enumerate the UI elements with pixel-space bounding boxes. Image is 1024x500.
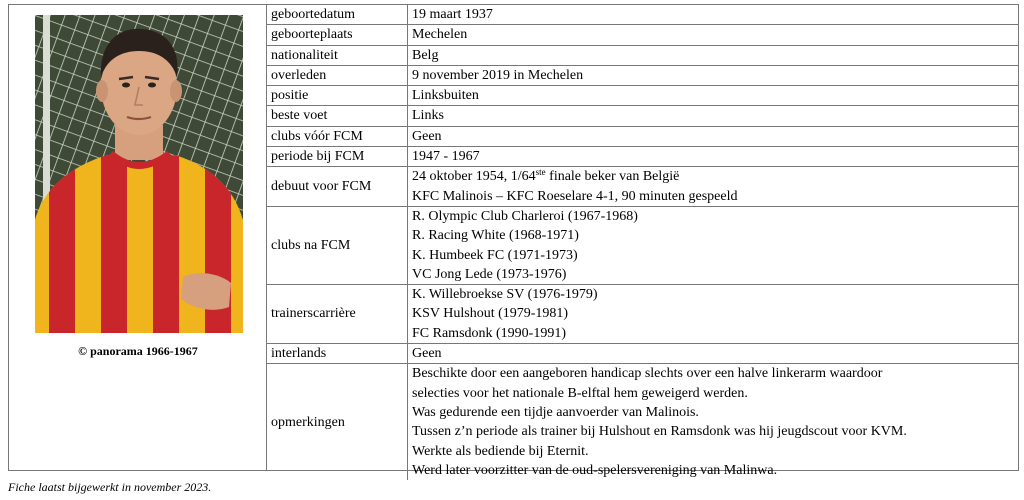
row-value xyxy=(408,206,1019,284)
row-value xyxy=(408,167,1019,207)
value-line: Links xyxy=(412,108,444,124)
debut-date-line: 24 oktober 1954, 1/64ste finale beker van België xyxy=(412,167,680,185)
value-line: Belg xyxy=(412,47,439,63)
row-label: periode bij FCM xyxy=(267,147,408,167)
table-row xyxy=(267,167,1018,207)
table-row xyxy=(267,344,1018,364)
row-value xyxy=(408,45,1019,65)
value-line: Geen xyxy=(412,346,442,362)
value-line: 9 november 2019 in Mechelen xyxy=(412,67,584,83)
value-line: Was gedurende een tijdje aanvoerder van Malinois. xyxy=(412,404,699,420)
value-line: K. Humbeek FC (1971-1973) xyxy=(412,247,578,263)
value-line: VC Jong Lede (1973-1976) xyxy=(412,266,567,282)
value-line: KSV Hulshout (1979-1981) xyxy=(412,306,569,322)
row-label: clubs vóór FCM xyxy=(267,126,408,146)
table-row xyxy=(267,147,1018,167)
table-row xyxy=(267,364,1018,480)
row-value xyxy=(408,126,1019,146)
table-row xyxy=(267,106,1018,126)
row-label: interlands xyxy=(267,344,408,364)
row-label: trainerscarrière xyxy=(267,285,408,344)
player-card xyxy=(8,4,1019,478)
table-row xyxy=(267,65,1018,85)
value-line: Beschikte door een aangeboren handicap slechts over een halve linkerarm waardoor xyxy=(412,366,883,382)
table-row xyxy=(267,86,1018,106)
table-row xyxy=(267,45,1018,65)
player-info-table xyxy=(267,5,1018,480)
row-label: overleden xyxy=(267,65,408,85)
table-row xyxy=(267,206,1018,284)
table-row xyxy=(267,5,1018,25)
last-updated-note: Fiche laatst bijgewerkt in november 2023. xyxy=(8,480,212,494)
value-line: Mechelen xyxy=(412,27,468,43)
row-label: opmerkingen xyxy=(267,364,408,480)
row-label: debuut voor FCM xyxy=(267,167,408,207)
value-line: Tussen z’n periode als trainer bij Hulshout en Ramsdonk was hij jeugdscout voor KVM. xyxy=(412,424,907,440)
value-line: Linksbuiten xyxy=(412,88,479,104)
row-label: clubs na FCM xyxy=(267,206,408,284)
value-line: KFC Malinois – KFC Roeselare 4-1, 90 minuten gespeeld xyxy=(412,188,738,204)
value-line: K. Willebroekse SV (1976-1979) xyxy=(412,287,598,303)
value-line: selecties voor het nationale B-elftal hem geweigerd werden. xyxy=(412,385,748,401)
row-value xyxy=(408,25,1019,45)
table-row xyxy=(267,126,1018,146)
value-line: FC Ramsdonk (1990-1991) xyxy=(412,325,566,341)
row-value xyxy=(408,106,1019,126)
photo-cell xyxy=(9,5,267,470)
row-value xyxy=(408,5,1019,25)
value-line: Geen xyxy=(412,128,442,144)
row-label: geboortedatum xyxy=(267,5,408,25)
value-line: R. Racing White (1968-1971) xyxy=(412,228,579,244)
row-value xyxy=(408,147,1019,167)
table-row xyxy=(267,25,1018,45)
value-line: 1947 - 1967 xyxy=(412,149,480,165)
row-label: nationaliteit xyxy=(267,45,408,65)
row-value xyxy=(408,285,1019,344)
photo-caption: © panorama 1966-1967 xyxy=(78,344,198,358)
row-value xyxy=(408,364,1019,480)
row-value xyxy=(408,65,1019,85)
player-photo xyxy=(35,15,243,333)
row-value xyxy=(408,86,1019,106)
row-label: geboorteplaats xyxy=(267,25,408,45)
value-line: Werkte als bediende bij Eternit. xyxy=(412,443,589,459)
value-line: R. Olympic Club Charleroi (1967-1968) xyxy=(412,208,638,224)
table-row xyxy=(267,285,1018,344)
row-label: positie xyxy=(267,86,408,106)
row-value xyxy=(408,344,1019,364)
value-line: Werd later voorzitter van de oud-spelersvereniging van Malinwa. xyxy=(412,462,778,478)
value-line: 19 maart 1937 xyxy=(412,7,493,22)
row-label: beste voet xyxy=(267,106,408,126)
